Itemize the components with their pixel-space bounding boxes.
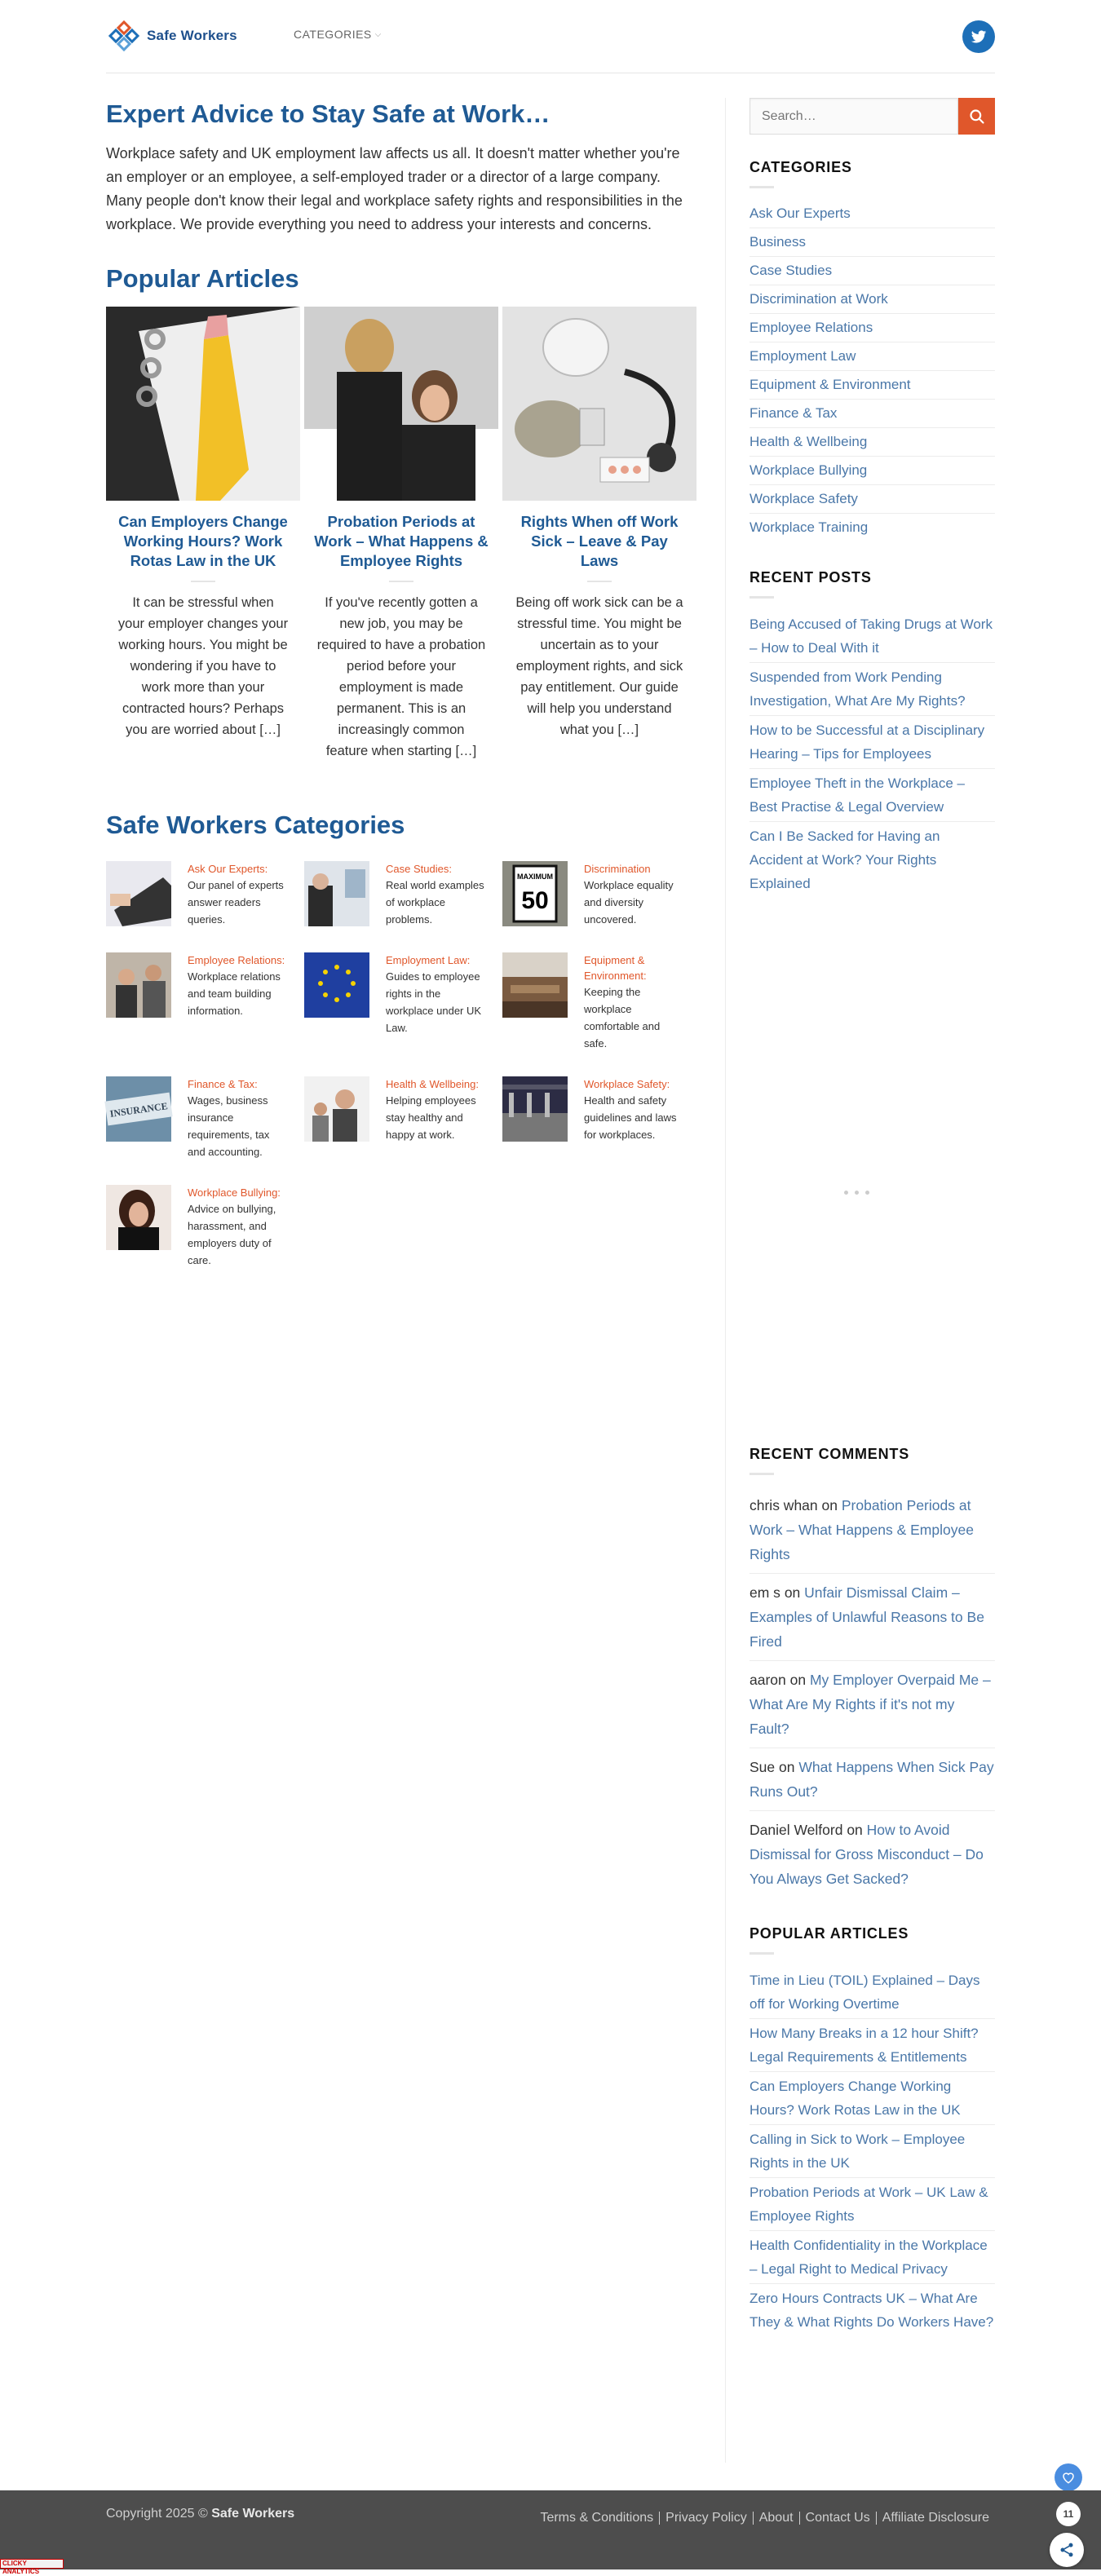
sidebar-category-link[interactable]: Equipment & Environment — [749, 371, 995, 400]
recent-post-link[interactable]: Employee Theft in the Workplace – Best Practise & Legal Overview — [749, 769, 995, 822]
category-item[interactable] — [106, 952, 304, 1052]
sidebar-category-link[interactable]: Case Studies — [749, 257, 995, 285]
category-thumbnail[interactable] — [304, 1076, 369, 1142]
sidebar — [749, 98, 995, 898]
comment-post-link[interactable]: What Happens When Sick Pay Runs Out? — [749, 1759, 994, 1800]
category-desc: Workplace equality and diversity uncovered. — [584, 879, 674, 926]
category-item[interactable] — [502, 861, 701, 928]
sidebar-category-link[interactable]: Business — [749, 228, 995, 257]
loading-indicator — [844, 1191, 869, 1195]
search-button[interactable] — [958, 98, 995, 135]
logo-icon — [106, 18, 142, 54]
widget-separator — [749, 596, 774, 599]
category-name[interactable]: Ask Our Experts: — [188, 863, 268, 875]
call-center-image — [304, 1076, 369, 1142]
comment-author: chris whan — [749, 1497, 818, 1513]
copyright-text: Copyright 2025 © — [106, 2507, 208, 2521]
category-item[interactable] — [106, 1076, 304, 1160]
main-content — [106, 98, 697, 1269]
comment-on: on — [847, 1822, 863, 1838]
category-item[interactable] — [106, 861, 304, 928]
sidebar-category-link[interactable]: Health & Wellbeing — [749, 428, 995, 457]
categories-grid — [106, 861, 697, 1269]
notebook-pencil-image — [106, 307, 300, 501]
footer-link-privacy[interactable]: Privacy Policy — [659, 2512, 753, 2525]
share-button[interactable] — [1050, 2533, 1084, 2567]
speed-sign-image — [502, 861, 568, 926]
popular-articles-heading: Popular Articles — [106, 264, 299, 293]
office-interior-image — [502, 952, 568, 1018]
category-thumbnail[interactable] — [304, 861, 369, 926]
category-desc: Workplace relations and team building information. — [188, 970, 281, 1017]
category-item[interactable] — [502, 952, 701, 1052]
category-desc: Real world examples of workplace problems. — [386, 879, 484, 926]
article-title[interactable]: Probation Periods at Work – What Happens & Employee Rights — [314, 513, 489, 569]
analytics-badge[interactable]: CLICKY ANALYTICS — [0, 2559, 64, 2569]
recent-comments-title: RECENT COMMENTS — [749, 1446, 909, 1462]
comment-on: on — [789, 1672, 807, 1688]
article-separator — [389, 581, 413, 582]
comment-post-link[interactable]: My Employer Overpaid Me – What Are My Rights if it's not my Fault? — [749, 1672, 991, 1737]
article-title[interactable]: Rights When off Work Sick – Leave & Pay Laws — [520, 513, 679, 569]
article-card[interactable] — [304, 307, 498, 762]
comment-author: aaron — [749, 1672, 786, 1688]
category-thumbnail[interactable] — [106, 1185, 171, 1250]
share-count: 11 — [1056, 2502, 1081, 2526]
category-thumbnail[interactable] — [106, 1076, 171, 1142]
favorite-button[interactable] — [1055, 2463, 1082, 2491]
insurance-image — [106, 1076, 171, 1142]
chevron-down-icon: ⌵ — [374, 29, 382, 39]
category-item[interactable] — [106, 1185, 304, 1269]
comment-item — [749, 1748, 995, 1811]
footer-link-terms[interactable]: Terms & Conditions — [540, 2511, 654, 2525]
medical-items-image — [502, 307, 696, 501]
sidebar-category-link[interactable]: Ask Our Experts — [749, 200, 995, 228]
eu-flag-image — [304, 952, 369, 1018]
office-women-image — [304, 307, 498, 501]
twitter-icon — [971, 29, 987, 45]
search-form — [749, 98, 995, 135]
page-title: Expert Advice to Stay Safe at Work… — [106, 99, 550, 128]
comment-author: Daniel Welford — [749, 1822, 843, 1838]
sidebar-category-link[interactable]: Workplace Bullying — [749, 457, 995, 485]
category-desc: Our panel of experts answer readers queries. — [188, 879, 284, 926]
recent-comments-widget — [749, 1446, 995, 1898]
recent-post-link[interactable]: Being Accused of Taking Drugs at Work – How to Deal With it — [749, 610, 995, 663]
site-header — [0, 0, 1101, 73]
factory-floor-image — [502, 1076, 568, 1142]
site-logo[interactable] — [106, 18, 237, 54]
search-icon — [969, 108, 985, 125]
category-thumbnail[interactable] — [502, 861, 568, 926]
twitter-button[interactable] — [962, 20, 995, 53]
copyright — [106, 2507, 294, 2521]
categories-widget — [749, 159, 995, 541]
footer-link-about[interactable]: About — [753, 2512, 799, 2525]
popular-article-link[interactable]: Can Employers Change Working Hours? Work Rotas Law in the UK — [749, 2072, 995, 2125]
sidebar-category-list — [749, 200, 995, 541]
sidebar-lower — [749, 1446, 995, 2336]
copyright-brand[interactable]: Safe Workers — [211, 2507, 295, 2521]
category-name[interactable]: Finance & Tax: — [188, 1078, 258, 1090]
comment-item — [749, 1661, 995, 1748]
footer-link-affiliate[interactable]: Affiliate Disclosure — [876, 2512, 995, 2525]
article-separator — [587, 581, 612, 582]
site-footer — [0, 2490, 1101, 2569]
comment-on: on — [821, 1497, 838, 1513]
category-name[interactable]: Workplace Safety: — [584, 1078, 670, 1090]
category-desc: Keeping the workplace comfortable and safe. — [584, 986, 661, 1049]
sidebar-category-link[interactable]: Finance & Tax — [749, 400, 995, 428]
sidebar-category-link[interactable]: Workplace Training — [749, 519, 869, 535]
article-excerpt: If you've recently gotten a new job, you may be required to have a probation period before your employment is made permanent. This is an increasingly common feature when starting […] — [316, 595, 486, 758]
category-thumbnail[interactable] — [502, 1076, 568, 1142]
category-item[interactable] — [304, 1076, 502, 1160]
category-name[interactable]: Discrimination — [584, 863, 651, 875]
article-card[interactable] — [502, 307, 696, 762]
sidebar-category-link[interactable]: Employee Relations — [749, 314, 995, 342]
category-desc: Health and safety guidelines and laws for workplaces. — [584, 1094, 677, 1141]
recent-posts-title: RECENT POSTS — [749, 569, 872, 585]
category-name[interactable]: Equipment & Environment: — [584, 954, 647, 982]
recent-post-link[interactable]: How to be Successful at a Disciplinary Hearing – Tips for Employees — [749, 716, 995, 769]
category-thumbnail[interactable] — [106, 861, 171, 926]
recent-posts-widget — [749, 569, 995, 898]
team-people-image — [106, 952, 171, 1018]
laptop-hands-image — [106, 861, 171, 926]
footer-link-contact[interactable]: Contact Us — [799, 2512, 876, 2525]
recent-post-link[interactable]: Can I Be Sacked for Having an Accident at Work? Your Rights Explained — [749, 828, 940, 891]
article-excerpt: Being off work sick can be a stressful time. You might be uncertain as to your employment rights, and sick pay entitlement. Our guide will help you understand what you […] — [515, 595, 683, 737]
upset-woman-image — [106, 1185, 171, 1250]
sidebar-category-link[interactable]: Employment Law — [749, 342, 995, 371]
category-name[interactable]: Case Studies: — [386, 863, 452, 875]
widget-separator — [749, 186, 774, 188]
comment-author: em s — [749, 1584, 780, 1601]
popular-articles-widget-title: POPULAR ARTICLES — [749, 1925, 909, 1942]
share-icon — [1059, 2542, 1075, 2558]
popular-article-link[interactable]: Time in Lieu (TOIL) Explained – Days off for Working Overtime — [749, 1966, 995, 2019]
sidebar-category-link[interactable]: Discrimination at Work — [749, 285, 995, 314]
category-desc: Wages, business insurance requirements, tax and accounting. — [188, 1094, 270, 1158]
sidebar-category-link[interactable]: Workplace Safety — [749, 485, 995, 514]
svg-text:50: 50 — [521, 887, 549, 914]
comment-author: Sue — [749, 1759, 776, 1775]
category-item[interactable] — [304, 952, 502, 1052]
comment-post-link[interactable]: How to Avoid Dismissal for Gross Misconduct – Do You Always Get Sacked? — [749, 1822, 984, 1887]
categories-widget-title: CATEGORIES — [749, 159, 852, 175]
article-card[interactable] — [106, 307, 300, 762]
category-thumbnail[interactable] — [502, 952, 568, 1018]
svg-text:INSURANCE: INSURANCE — [108, 1100, 169, 1120]
categories-heading: Safe Workers Categories — [106, 811, 405, 839]
category-item[interactable] — [304, 861, 502, 928]
office-worker-image — [304, 861, 369, 926]
search-input[interactable] — [749, 98, 958, 135]
category-name[interactable]: Employee Relations: — [188, 954, 285, 966]
article-image[interactable] — [304, 307, 498, 501]
article-title[interactable]: Can Employers Change Working Hours? Work Rotas Law in the UK — [118, 513, 288, 569]
category-item[interactable] — [502, 1076, 701, 1160]
heart-icon — [1061, 2470, 1076, 2485]
category-thumbnail[interactable] — [304, 952, 369, 1018]
recent-posts-list — [749, 610, 995, 898]
comment-item — [749, 1811, 995, 1898]
popular-article-link[interactable]: Probation Periods at Work – UK Law & Employee Rights — [749, 2178, 995, 2231]
comment-item — [749, 1487, 995, 1574]
widget-separator — [749, 1473, 774, 1475]
popular-articles-widget — [749, 1925, 995, 2336]
column-divider — [725, 98, 726, 2463]
category-name[interactable]: Health & Wellbeing: — [386, 1078, 479, 1090]
article-image[interactable] — [106, 307, 300, 501]
nav-categories-label: CATEGORIES — [294, 28, 372, 41]
category-desc: Advice on bullying, harassment, and employers duty of care. — [188, 1203, 276, 1266]
nav-categories[interactable] — [294, 28, 382, 41]
popular-articles-list — [749, 1966, 995, 2336]
comment-post-link[interactable]: Probation Periods at Work – What Happens & Employee Rights — [749, 1497, 974, 1562]
popular-article-link[interactable]: How Many Breaks in a 12 hour Shift? Legal Requirements & Entitlements — [749, 2019, 995, 2072]
category-name[interactable]: Workplace Bullying: — [188, 1186, 281, 1199]
intro-text: Workplace safety and UK employment law affects us all. It doesn't matter whether you're an employer or an employee, a self-employed trader or a director of a large company. Many people don't know their legal and workplace safety rights and responsibilities in the workplace. We provide everything you need to address your interests and concerns. — [106, 145, 683, 232]
comment-item — [749, 1574, 995, 1661]
category-thumbnail[interactable] — [106, 952, 171, 1018]
article-excerpt: It can be stressful when your employer changes your working hours. You might be wondering if you have to work more than your contracted hours? Perhaps you are worried about […] — [117, 595, 289, 737]
widget-separator — [749, 1952, 774, 1955]
comment-on: on — [779, 1759, 795, 1775]
header-bar — [106, 0, 995, 73]
popular-article-link[interactable]: Calling in Sick to Work – Employee Rights in the UK — [749, 2125, 995, 2178]
popular-articles — [106, 307, 697, 762]
comment-post-link[interactable]: Unfair Dismissal Claim – Examples of Unlawful Reasons to Be Fired — [749, 1584, 984, 1650]
comment-on: on — [784, 1584, 801, 1601]
recent-post-link[interactable]: Suspended from Work Pending Investigation, What Are My Rights? — [749, 663, 995, 716]
article-separator — [191, 581, 215, 582]
footer-links — [534, 2512, 995, 2525]
category-desc: Helping employees stay healthy and happy at work. — [386, 1094, 476, 1141]
popular-article-link[interactable]: Health Confidentiality in the Workplace – Legal Right to Medical Privacy — [749, 2231, 995, 2284]
popular-article-link[interactable]: Zero Hours Contracts UK – What Are They & What Rights Do Workers Have? — [749, 2291, 994, 2330]
category-name[interactable]: Employment Law: — [386, 954, 471, 966]
category-desc: Guides to employee rights in the workplace under UK Law. — [386, 970, 482, 1034]
logo-text: Safe Workers — [147, 28, 237, 43]
svg-text:MAXIMUM: MAXIMUM — [517, 873, 553, 881]
article-image[interactable] — [502, 307, 696, 501]
